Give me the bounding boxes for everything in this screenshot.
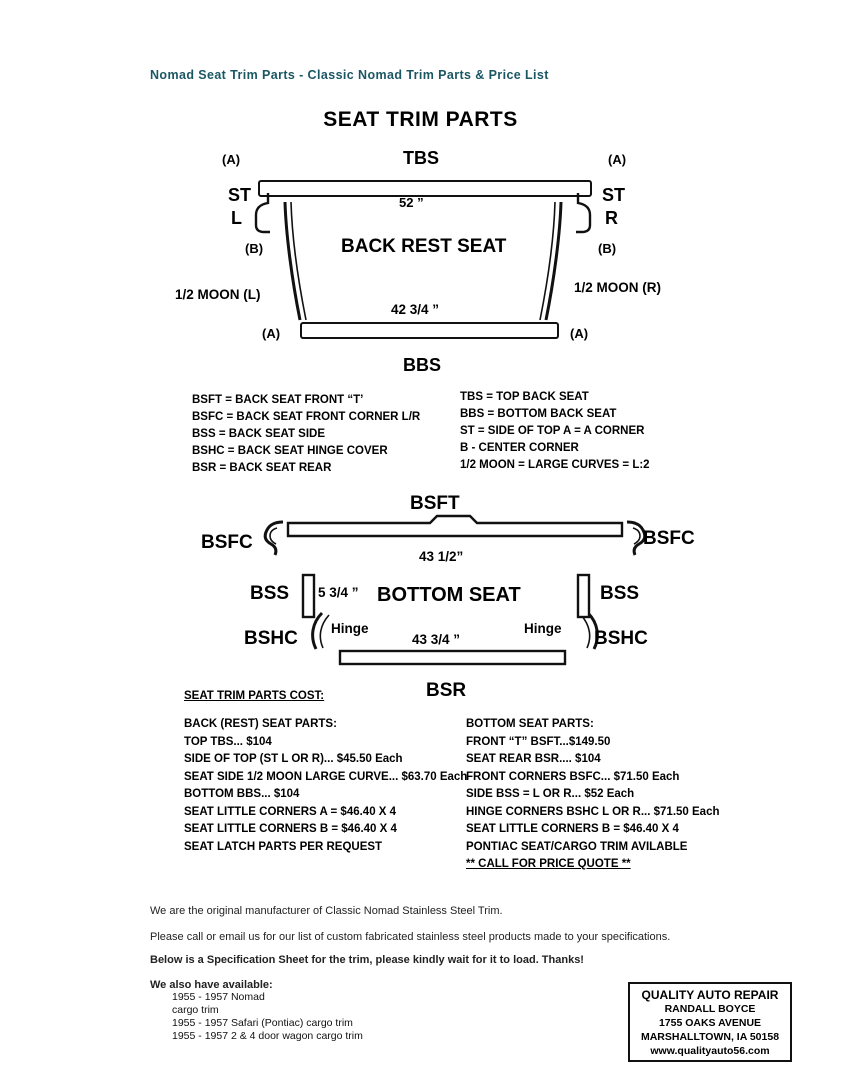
cost-right-item: SIDE BSS = L OR R... $52 Each <box>466 788 635 800</box>
side-height-measure: 5 3/4 ” <box>318 585 359 600</box>
business-contact: RANDALL BOYCE <box>664 1003 756 1015</box>
top-width-measure: 52 ” <box>399 195 424 210</box>
cost-left-item: BOTTOM BBS... $104 <box>184 788 300 800</box>
business-name: QUALITY AUTO REPAIR <box>641 988 779 1002</box>
page-title: SEAT TRIM PARTS <box>323 108 518 131</box>
business-website[interactable]: www.qualityauto56.com <box>650 1045 770 1057</box>
hinge-right-label: Hinge <box>524 621 562 636</box>
corner-a-top-left-label: (A) <box>222 152 241 167</box>
cost-right-item: FRONT “T” BSFT...$149.50 <box>466 735 611 748</box>
bshc-right-label: BSHC <box>594 628 648 649</box>
available-item: cargo trim <box>172 1004 219 1016</box>
legend-left-item: BSS = BACK SEAT SIDE <box>192 428 326 440</box>
cost-right-item: FRONT CORNERS BSFC... $71.50 Each <box>466 770 680 783</box>
legend-right-item: TBS = TOP BACK SEAT <box>460 391 589 403</box>
bottom-seat-title: BOTTOM SEAT <box>377 584 521 606</box>
available-list <box>172 991 363 1043</box>
bottom-seat-diagram <box>0 495 841 705</box>
bsfc-left-label: BSFC <box>201 532 253 553</box>
bottom-width-measure: 42 3/4 ” <box>391 302 440 317</box>
cost-left-heading: BACK (REST) SEAT PARTS: <box>184 718 337 730</box>
tbs-label: TBS <box>403 148 439 168</box>
cost-right-item: SEAT LITTLE CORNERS B = $46.40 X 4 <box>466 823 679 835</box>
back-rest-seat-title: BACK REST SEAT <box>341 236 507 257</box>
back-rest-side-curves <box>0 140 841 380</box>
footer-line-3: Below is a Specification Sheet for the trim, please kindly wait for it to load. Thanks! <box>150 954 584 966</box>
half-moon-right-label: 1/2 MOON (R) <box>574 280 662 295</box>
cost-left-item: SEAT LITTLE CORNERS A = $46.40 X 4 <box>184 805 397 818</box>
footer-line-4: We also have available: <box>150 979 273 991</box>
cost-left-item: SEAT LATCH PARTS PER REQUEST <box>184 840 383 853</box>
available-item: 1955 - 1957 2 & 4 door wagon cargo trim <box>172 1030 363 1042</box>
legend-right-item: BBS = BOTTOM BACK SEAT <box>460 408 617 420</box>
bsfc-right-label: BSFC <box>643 528 695 549</box>
corner-a-top-right-label: (A) <box>608 152 627 167</box>
st-right-label: ST <box>602 185 626 205</box>
corner-b-right-label: (B) <box>598 241 617 256</box>
hinge-left-label: Hinge <box>331 621 369 636</box>
cost-right-item: HINGE CORNERS BSHC L OR R... $71.50 Each <box>466 805 720 818</box>
cost-heading: SEAT TRIM PARTS COST: <box>184 690 325 702</box>
st-left-sub-label: L <box>231 208 242 228</box>
footer-line-2: Please call or email us for our list of custom fabricated stainless steel products made to your specifications. <box>150 931 671 943</box>
st-right-sub-label: R <box>605 208 618 228</box>
cost-left-column <box>184 716 467 856</box>
page-heading: Nomad Seat Trim Parts - Classic Nomad Trim Parts & Price List <box>150 68 549 82</box>
legend-left-item: BSHC = BACK SEAT HINGE COVER <box>192 445 388 457</box>
bottom-back-seat-bar <box>300 322 559 339</box>
bshc-left-label: BSHC <box>244 628 298 649</box>
bss-left-label: BSS <box>250 583 290 604</box>
bss-right-label: BSS <box>600 583 640 604</box>
front-width-measure: 43 1/2” <box>419 549 464 564</box>
legend-left-item: BSFT = BACK SEAT FRONT “T’ <box>192 394 364 406</box>
cost-right-heading: BOTTOM SEAT PARTS: <box>466 718 594 730</box>
business-city: MARSHALLTOWN, IA 50158 <box>640 1031 780 1043</box>
legend-left-item: BSR = BACK SEAT REAR <box>192 462 332 474</box>
rear-width-measure: 43 3/4 ” <box>412 632 461 647</box>
legend-right <box>460 389 650 474</box>
half-moon-left-label: 1/2 MOON (L) <box>175 287 261 302</box>
bbs-label: BBS <box>403 355 442 375</box>
cost-left-item: SEAT LITTLE CORNERS B = $46.40 X 4 <box>184 823 397 835</box>
bsft-label: BSFT <box>410 493 460 514</box>
legend-left <box>192 392 420 477</box>
cost-right-column <box>466 716 720 874</box>
cost-left-item: SIDE OF TOP (ST L OR R)... $45.50 Each <box>184 753 403 765</box>
business-card <box>628 982 792 1062</box>
cost-left-item: SEAT SIDE 1/2 MOON LARGE CURVE... $63.70 Each <box>184 770 468 783</box>
available-item: 1955 - 1957 Safari (Pontiac) cargo trim <box>172 1017 353 1029</box>
corner-b-left-label: (B) <box>245 241 264 256</box>
cost-right-item: PONTIAC SEAT/CARGO TRIM AVILABLE <box>466 840 688 853</box>
legend-right-item: 1/2 MOON = LARGE CURVES = L:2 <box>460 459 650 471</box>
corner-a-bottom-left-label: (A) <box>262 326 281 341</box>
back-rest-seat-diagram <box>0 140 841 380</box>
available-item: 1955 - 1957 Nomad <box>172 991 265 1003</box>
cost-right-item: SEAT REAR BSR.... $104 <box>466 753 601 765</box>
st-left-label: ST <box>228 185 252 205</box>
cost-call-for-quote: ** CALL FOR PRICE QUOTE ** <box>466 858 631 870</box>
footer-line-1: We are the original manufacturer of Classic Nomad Stainless Steel Trim. <box>150 905 503 917</box>
legend-left-item: BSFC = BACK SEAT FRONT CORNER L/R <box>192 411 421 423</box>
legend-right-item: B - CENTER CORNER <box>460 442 579 454</box>
cost-left-item: TOP TBS... $104 <box>184 735 272 748</box>
corner-a-bottom-right-label: (A) <box>570 326 589 341</box>
legend-right-item: ST = SIDE OF TOP A = A CORNER <box>460 425 645 437</box>
bsr-label: BSR <box>426 680 467 701</box>
business-address: 1755 OAKS AVENUE <box>658 1017 762 1029</box>
